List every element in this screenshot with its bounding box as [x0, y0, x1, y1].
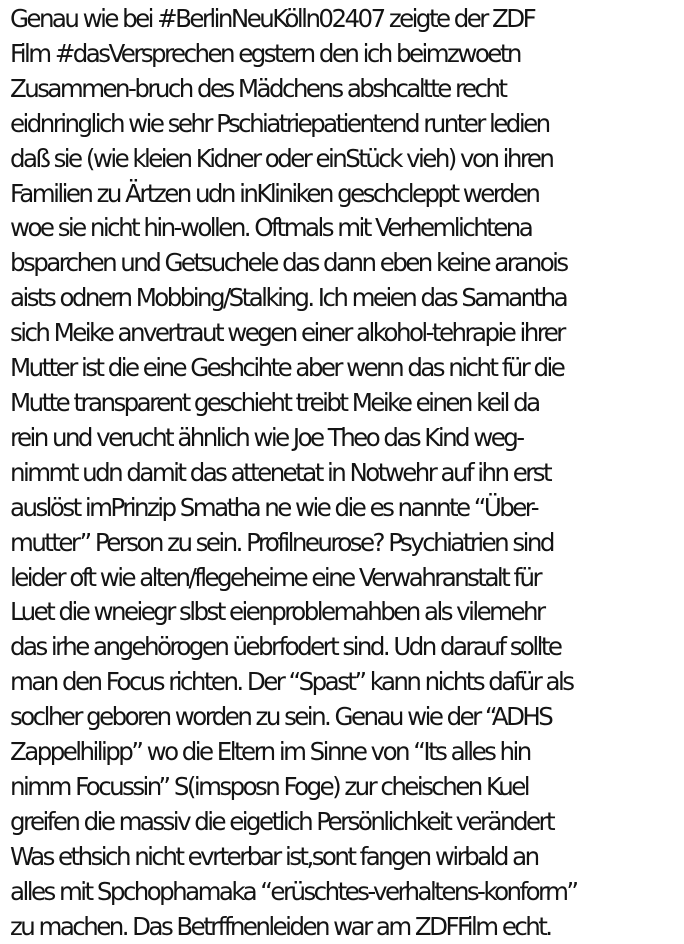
- text-line: sich Meike anvertraut wegen einer alkohol-tehrapie ihrer: [10, 318, 564, 348]
- text-line: Familien zu Ärtzen udn inKliniken geschcleppt werden: [10, 178, 539, 208]
- text-line: Luet die wneiegr slbst eienproblemahben als vilemehr: [10, 597, 544, 627]
- text-line: man den Focus richten. Der “Spast” kann nichts dafür als: [10, 667, 573, 697]
- text-line: Mutter ist die eine Geshcihte aber wenn das nicht für die: [10, 353, 564, 383]
- text-line: das irhe angehörogen üebrfodert sind. Udn darauf sollte: [10, 632, 561, 662]
- text-line: aists odnern Mobbing/Stalking. Ich meien das Samantha: [10, 283, 567, 313]
- text-line: zu machen. Das Betrffnenleiden war am ZDFFilm echt.: [10, 911, 551, 941]
- text-line: daß sie (wie kleien Kidner oder einStück vieh) von ihren: [10, 143, 553, 173]
- text-line: mutter” Person zu sein. Profilneurose? Psychiatrien sind: [10, 527, 553, 557]
- text-line: nimmt udn damit das attenetat in Notwehr auf ihn erst: [10, 457, 551, 487]
- text-line: alles mit Spchophamaka “erüschtes-verhaltens-konform”: [10, 876, 577, 906]
- text-line: nimm Focussin” S(imsposn Foge) zur cheischen Kuel: [10, 771, 528, 801]
- text-line: woe sie nicht hin-wollen. Oftmals mit Verhemlichtena: [10, 213, 532, 243]
- body-text: [10, 2, 684, 944]
- text-line: Zappelhilipp” wo die Eltern im Sinne von “Its alles hin: [10, 737, 530, 767]
- text-line: Mutte transparent geschieht treibt Meike einen keil da: [10, 387, 539, 417]
- text-line: greifen die massiv die eigetlich Persönlichkeit verändert: [10, 806, 554, 836]
- text-line: rein und verucht ähnlich wie Joe Theo das Kind weg-: [10, 422, 523, 452]
- text-line: soclher geboren worden zu sein. Genau wie der “ADHS: [10, 702, 552, 732]
- text-line: bsparchen und Getsuchele das dann eben keine aranois: [10, 248, 567, 278]
- text-line: Genau wie bei #BerlinNeuKölln02407 zeigte der ZDF: [10, 4, 535, 33]
- text-line: leider oft wie alten/flegeheime eine Verwahranstalt für: [10, 562, 541, 592]
- text-line: Zusammen-bruch des Mädchens abshcaltte recht: [10, 73, 506, 103]
- text-line: eidnringlich wie sehr Pschiatriepatientend runter ledien: [10, 108, 549, 138]
- text-line: auslöst imPrinzip Smatha ne wie die es nannte “Über-: [10, 492, 538, 522]
- text-line: Was ethsich nicht evrterbar ist,sont fangen wirbald an: [10, 841, 538, 871]
- text-line: Film #dasVersprechen egstern den ich beimzwoetn: [10, 38, 520, 68]
